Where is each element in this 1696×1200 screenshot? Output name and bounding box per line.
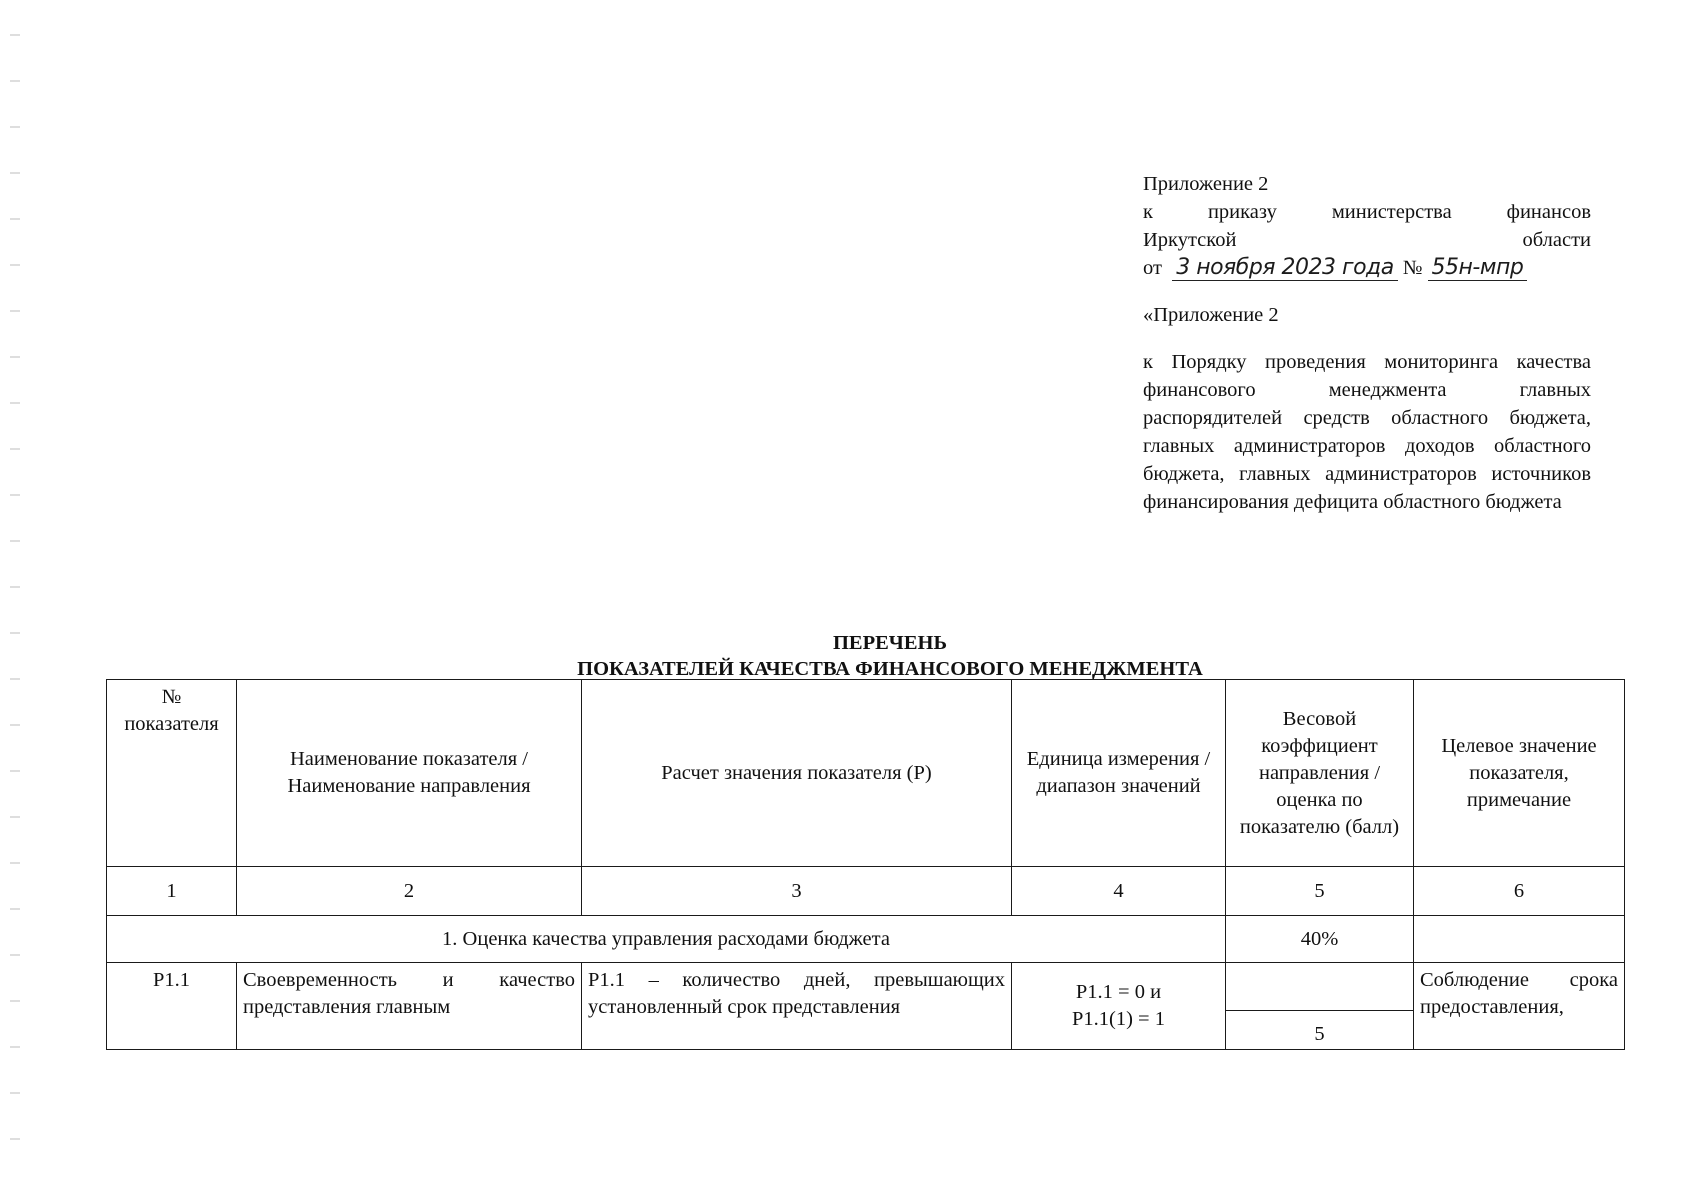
- appendix-date-line: [1143, 254, 1591, 282]
- column-number: 4: [1012, 867, 1226, 916]
- column-number: 1: [107, 867, 237, 916]
- title-line-2: ПОКАЗАТЕЛЕЙ КАЧЕСТВА ФИНАНСОВОГО МЕНЕДЖМЕНТА: [577, 658, 1203, 680]
- column-number: 6: [1414, 867, 1625, 916]
- section-label: 1. Оценка качества управления расходами бюджета: [107, 916, 1226, 963]
- indicator-calc: Р1.1 – количество дней, превышающих установленный срок представления: [582, 963, 1012, 1050]
- reference-text: к Порядку проведения мониторинга качества финансового менеджмента главных распорядителей средств областного бюджета, главных администраторов доходов областного бюджета, главных администраторов источников финансирования дефицита областного бюджета: [1143, 351, 1591, 513]
- scan-edge-marks: [10, 20, 20, 1170]
- handwritten-number: 55н-мпр: [1428, 255, 1528, 281]
- header-cell: Расчет значения показателя (Р): [582, 680, 1012, 867]
- header-cell: Целевое значение показателя, примечание: [1414, 680, 1625, 867]
- range-line-2: Р1.1(1) = 1: [1072, 1008, 1165, 1030]
- indicator-range: [1012, 963, 1226, 1050]
- column-number: 2: [237, 867, 582, 916]
- header-cell: № показателя: [107, 680, 237, 867]
- table-header-row: [107, 680, 1625, 867]
- reference-title: «Приложение 2: [1143, 304, 1279, 326]
- header-cell: Единица измерения / диапазон значений: [1012, 680, 1226, 867]
- indicator-score-cell: [1226, 963, 1414, 1050]
- header-cell: Весовой коэффициент направления / оценка по показателю (балл): [1226, 680, 1414, 867]
- indicator-score: 5: [1314, 1023, 1325, 1045]
- column-number: 5: [1226, 867, 1414, 916]
- indicator-id: Р1.1: [107, 963, 237, 1050]
- appendix-order-line: к приказу министерства финансов: [1143, 201, 1591, 223]
- appendix-region-line: Иркутской области: [1143, 229, 1591, 251]
- section-row: [107, 916, 1625, 963]
- column-number: 3: [582, 867, 1012, 916]
- appendix-title: Приложение 2: [1143, 173, 1269, 195]
- section-weight: 40%: [1226, 916, 1414, 963]
- range-line-1: Р1.1 = 0 и: [1075, 981, 1162, 1003]
- title-line-1: ПЕРЕЧЕНЬ: [832, 632, 948, 654]
- document-title: [480, 630, 1300, 682]
- from-prefix: от: [1143, 257, 1162, 279]
- table-row: [107, 963, 1625, 1050]
- appendix-block: [1143, 170, 1591, 516]
- score-empty-subcell: [1226, 963, 1413, 1011]
- section-empty-cell: [1414, 916, 1625, 963]
- indicator-target: Соблюдение срока предоставления,: [1414, 963, 1625, 1050]
- column-number-row: [107, 867, 1625, 916]
- header-cell: Наименование показателя / Наименование направления: [237, 680, 582, 867]
- handwritten-date: 3 ноября 2023 года: [1172, 255, 1398, 281]
- indicator-name: Своевременность и качество представления главным: [237, 963, 582, 1050]
- indicators-table: [106, 679, 1625, 1050]
- number-sign: №: [1402, 257, 1423, 279]
